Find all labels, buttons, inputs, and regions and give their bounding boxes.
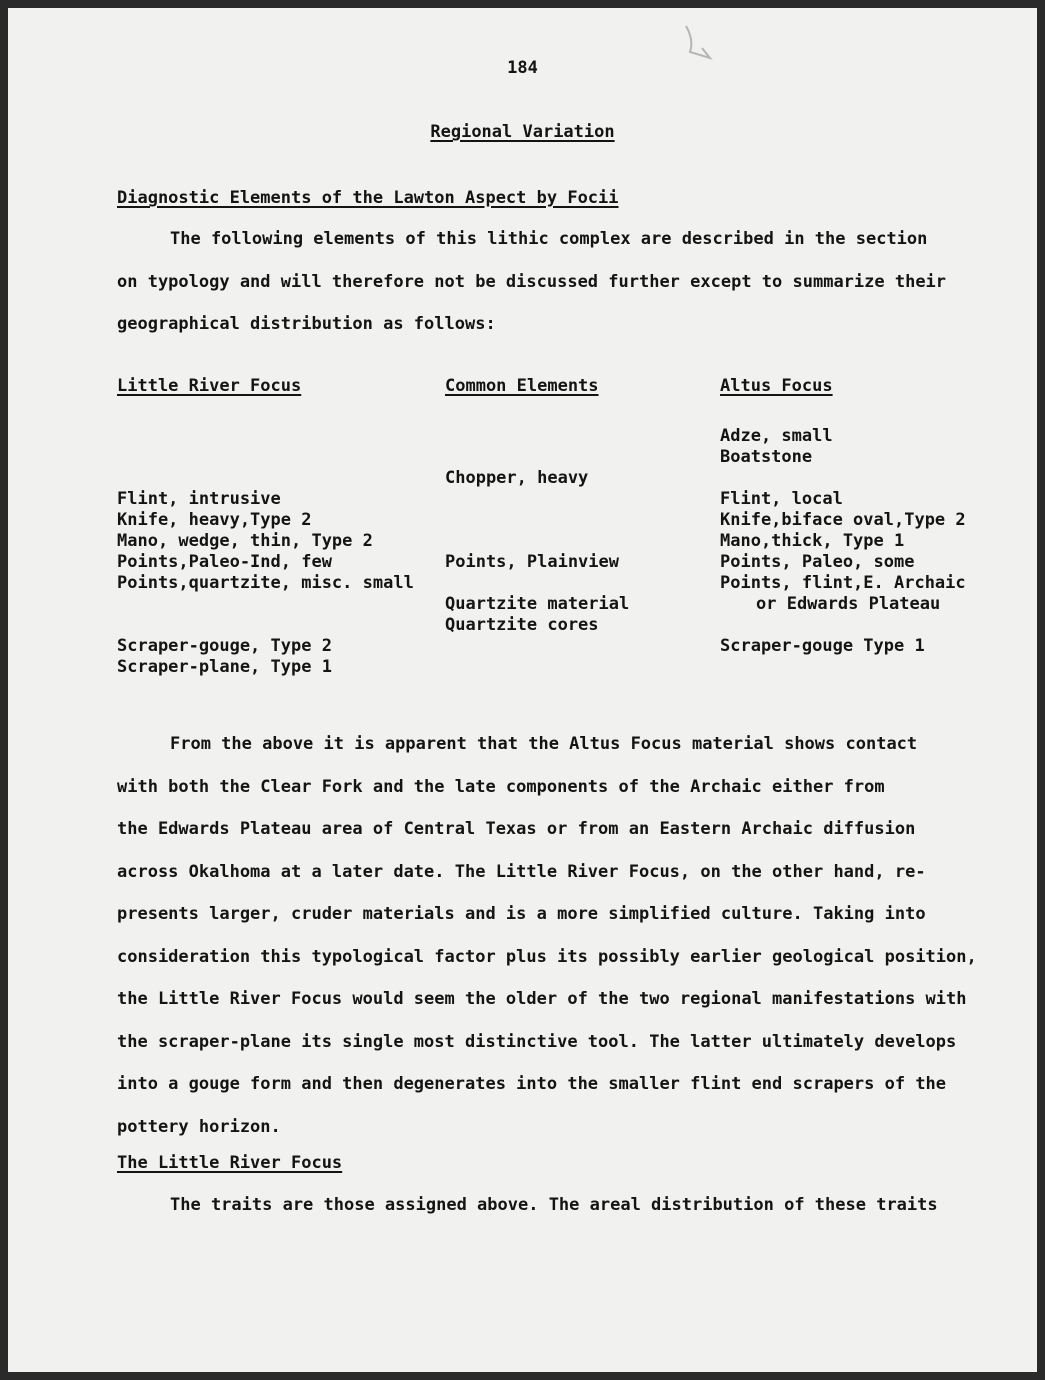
altus-column xyxy=(720,426,966,657)
document-page xyxy=(8,8,1037,1372)
trait-item: Scraper-gouge Type 1 xyxy=(720,636,925,656)
page-number: 184 xyxy=(507,58,538,78)
trait-item xyxy=(445,510,629,531)
trait-item: Points,quartzite, misc. small xyxy=(117,573,414,593)
paragraph-line: the Little River Focus would seem the older of the two regional manifestations with xyxy=(117,989,967,1009)
section-heading: Diagnostic Elements of the Lawton Aspect by Focii xyxy=(117,188,619,208)
paragraph-line: into a gouge form and then degenerates into the smaller flint end scrapers of the xyxy=(117,1074,947,1094)
trait-item: Flint, intrusive xyxy=(117,489,281,509)
final-line: The traits are those assigned above. The areal distribution of these traits xyxy=(170,1195,938,1215)
trait-item xyxy=(445,573,629,594)
trait-item: Flint, local xyxy=(720,489,843,509)
pencil-mark xyxy=(680,22,720,62)
trait-item: or Edwards Plateau xyxy=(756,594,941,614)
trait-item xyxy=(117,594,414,615)
common-elements-column xyxy=(445,426,629,636)
trait-item: Scraper-gouge, Type 2 xyxy=(117,636,332,656)
trait-item: Points, Plainview xyxy=(445,552,619,572)
subsection-heading: The Little River Focus xyxy=(117,1153,343,1173)
paragraph-line: consideration this typological factor plus its possibly earlier geological position, xyxy=(117,946,977,967)
trait-item xyxy=(117,447,414,468)
intro-line: The following elements of this lithic complex are described in the section xyxy=(170,229,928,249)
paragraph-line: with both the Clear Fork and the late components of the Archaic either from xyxy=(117,776,885,797)
trait-item: Mano, wedge, thin, Type 2 xyxy=(117,531,373,551)
header-little-river: Little River Focus xyxy=(117,376,302,396)
little-river-column xyxy=(117,426,414,678)
trait-item xyxy=(445,531,629,552)
trait-item: Quartzite material xyxy=(445,594,630,614)
trait-item: Scraper-plane, Type 1 xyxy=(117,657,332,677)
paragraph-line: presents larger, cruder materials and is a more simplified culture. Taking into xyxy=(117,904,926,924)
trait-item: Quartzite cores xyxy=(445,615,599,635)
trait-item: Knife, heavy,Type 2 xyxy=(117,510,312,530)
trait-item xyxy=(445,447,629,468)
trait-item: Knife,biface oval,Type 2 xyxy=(720,510,966,530)
paragraph-line: From the above it is apparent that the Altus Focus material shows contact xyxy=(170,734,918,754)
trait-item: Points,Paleo-Ind, few xyxy=(117,552,332,572)
trait-item: Mano,thick, Type 1 xyxy=(720,531,905,551)
paragraph-line: the Edwards Plateau area of Central Texas or from an Eastern Archaic diffusion xyxy=(117,819,916,839)
trait-item xyxy=(117,468,414,489)
paragraph-line: pottery horizon. xyxy=(117,1116,281,1137)
trait-item: Chopper, heavy xyxy=(445,468,589,488)
intro-line: geographical distribution as follows: xyxy=(117,314,496,334)
trait-item xyxy=(117,615,414,636)
trait-item: Points, flint,E. Archaic xyxy=(720,573,966,593)
trait-item xyxy=(720,615,966,636)
trait-item: Adze, small xyxy=(720,426,833,446)
page-title: Regional Variation xyxy=(430,122,615,142)
discussion-paragraph xyxy=(117,723,1007,1148)
trait-item: Points, Paleo, some xyxy=(720,552,915,572)
intro-line: on typology and will therefore not be discussed further except to summarize their xyxy=(117,271,947,292)
paragraph-line: the scraper-plane its single most distinctive tool. The latter ultimately develops xyxy=(117,1031,957,1052)
header-altus: Altus Focus xyxy=(720,376,833,396)
trait-item xyxy=(117,426,414,447)
trait-item xyxy=(445,426,629,447)
paragraph-line: across Okalhoma at a later date. The Little River Focus, on the other hand, re- xyxy=(117,861,926,882)
title-wrap xyxy=(8,122,1037,142)
trait-item: Boatstone xyxy=(720,447,813,467)
trait-item xyxy=(720,468,966,489)
trait-item xyxy=(445,489,629,510)
intro-paragraph xyxy=(117,218,1007,346)
header-common-elements: Common Elements xyxy=(445,376,599,396)
